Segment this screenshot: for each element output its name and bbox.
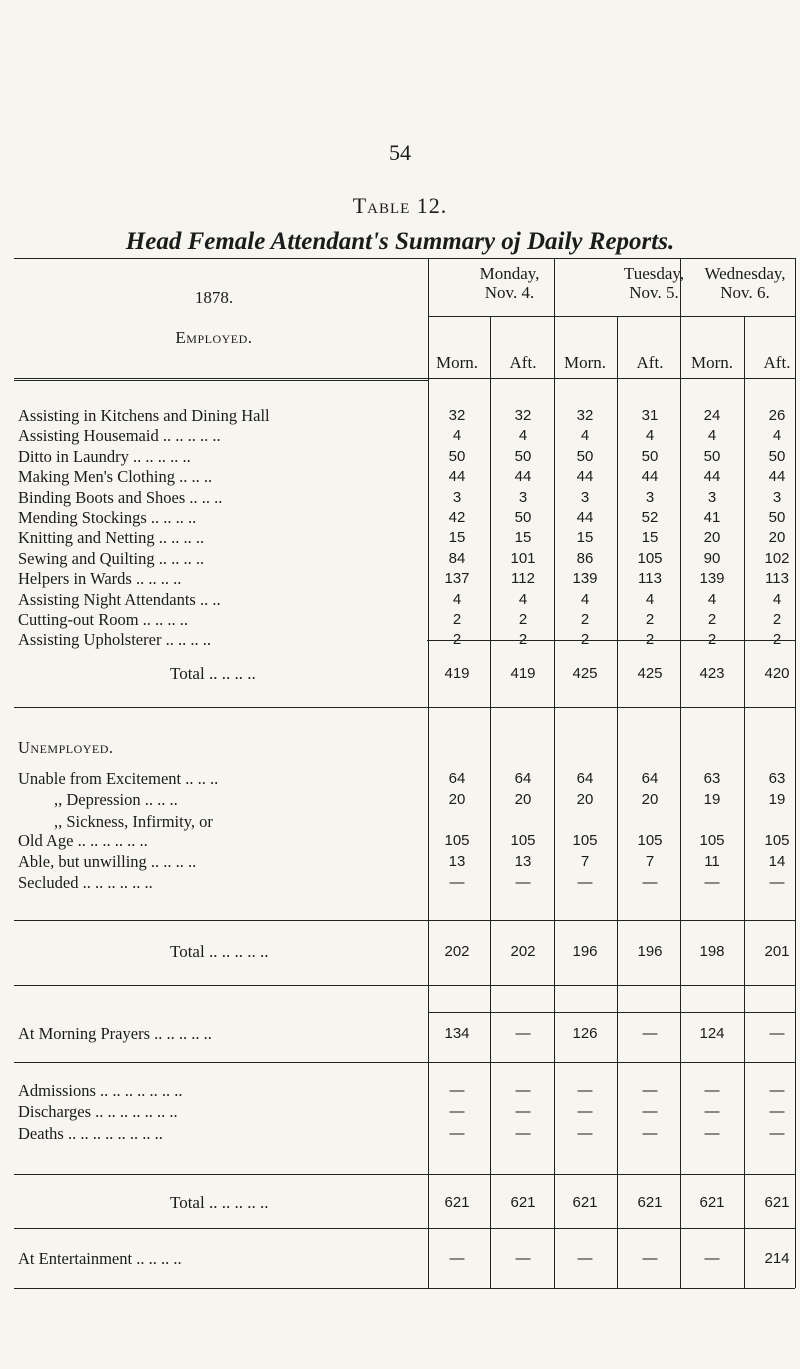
row-value: — <box>515 1250 531 1267</box>
unemployed-total-bottom-rule <box>14 985 795 986</box>
row-value: 44 <box>768 468 786 486</box>
unemployed-total-value: 202 <box>510 943 536 960</box>
row-value: 26 <box>768 407 786 424</box>
column-rule <box>554 258 555 1288</box>
row-value: — <box>769 1103 785 1120</box>
employed-row-label: Helpers in Wards .. .. .. .. <box>18 569 182 589</box>
day-header-tuesday-line1: Tuesday, <box>623 264 685 283</box>
row-value: 50 <box>641 447 659 465</box>
row-value: 32 <box>514 407 532 424</box>
row-value: — <box>642 1082 658 1099</box>
row-value: — <box>704 1125 720 1142</box>
row-value: 15 <box>576 529 594 547</box>
row-value: — <box>577 1250 593 1267</box>
row-value: 4 <box>645 427 655 445</box>
table-subtitle: Head Female Attendant's Summary oj Daily Reports. <box>125 228 675 255</box>
row-value: 4 <box>580 590 590 608</box>
column-rule <box>428 258 429 1288</box>
prayers-bottom-rule <box>14 1062 795 1063</box>
row-value: 4 <box>707 590 717 608</box>
row-value: 4 <box>645 590 655 608</box>
row-value: 124 <box>699 1025 725 1042</box>
unemployed-row-value: 20 <box>514 791 532 808</box>
row-value: — <box>769 1082 785 1099</box>
grand-total-value: 621 <box>699 1194 725 1211</box>
unemployed-row-value: — <box>449 874 465 891</box>
movement-row-label: Deaths .. .. .. .. .. .. .. .. <box>18 1124 163 1143</box>
grand-total-value: 621 <box>637 1194 663 1211</box>
employed-header: Employed. <box>175 328 253 347</box>
unemployed-row-value: 105 <box>444 832 470 849</box>
row-value: 2 <box>772 631 782 649</box>
row-value: 86 <box>576 549 594 567</box>
row-value: 44 <box>576 468 594 486</box>
unemployed-total-label: Total .. .. .. .. .. <box>170 942 269 961</box>
row-value: 44 <box>641 468 659 486</box>
employed-row-label: Knitting and Netting .. .. .. .. <box>18 528 205 548</box>
column-subheader: Morn. <box>435 353 479 372</box>
row-value: — <box>515 1025 531 1042</box>
employed-total-value: 419 <box>444 665 470 682</box>
employed-row-label: Cutting-out Room .. .. .. .. <box>18 610 189 629</box>
row-value: 41 <box>703 509 721 526</box>
column-subheader: Aft. <box>636 353 664 372</box>
unemployed-row-value: — <box>769 874 785 891</box>
unemployed-row-value: 14 <box>768 853 786 870</box>
row-value: 4 <box>452 590 462 608</box>
row-value: 50 <box>703 447 721 465</box>
row-value: 2 <box>518 611 528 628</box>
unemployed-row-value: 7 <box>580 853 590 870</box>
row-value: 90 <box>703 549 721 567</box>
column-subheader: Morn. <box>563 353 607 372</box>
row-value: 20 <box>768 529 786 547</box>
grand-total-bottom-rule <box>14 1228 795 1229</box>
unemployed-row-value: 20 <box>576 791 594 808</box>
row-value: 50 <box>448 447 466 465</box>
day-header-wednesday-line2: Nov. 6. <box>720 283 770 302</box>
row-value: 2 <box>707 611 717 628</box>
row-value: 134 <box>444 1025 470 1042</box>
row-value: — <box>704 1082 720 1099</box>
employed-total-top-rule <box>427 640 795 641</box>
unemployed-row-value: 64 <box>641 770 659 787</box>
row-value: — <box>449 1250 465 1267</box>
unemployed-row-label: Old Age .. .. .. .. .. .. <box>18 831 148 850</box>
row-value: 42 <box>448 509 466 526</box>
grand-total-value: 621 <box>572 1194 598 1211</box>
row-value: 15 <box>448 529 466 547</box>
row-value: 32 <box>576 407 594 424</box>
unemployed-row-value: 7 <box>645 853 655 870</box>
row-value: 2 <box>645 631 655 649</box>
day-header-rule <box>428 316 795 317</box>
grand-total-value: 621 <box>764 1194 790 1211</box>
column-subheader: Aft. <box>509 353 537 372</box>
unemployed-row-value: 20 <box>641 791 659 808</box>
row-value: 50 <box>768 509 786 526</box>
row-value: 44 <box>703 468 721 486</box>
row-value: 52 <box>641 509 659 526</box>
unemployed-section-title: Unemployed. <box>18 738 114 757</box>
row-value: 24 <box>703 407 721 424</box>
row-value: 4 <box>772 590 782 608</box>
page-number: 54 <box>389 140 411 165</box>
unemployed-total-top-rule <box>14 920 795 921</box>
row-value: 4 <box>707 427 717 445</box>
row-value: 50 <box>576 447 594 465</box>
row-value: 139 <box>699 570 725 588</box>
row-value: 32 <box>448 407 466 424</box>
row-value: 3 <box>645 488 655 506</box>
unemployed-row-value: 64 <box>576 770 594 787</box>
row-value: 44 <box>576 509 594 526</box>
row-value: 31 <box>641 407 659 424</box>
employed-total-label: Total .. .. .. .. <box>170 664 256 683</box>
row-value: 4 <box>518 427 528 445</box>
column-subheader: Morn. <box>690 353 734 372</box>
row-value: 3 <box>518 488 528 506</box>
row-value: — <box>515 1125 531 1142</box>
unemployed-total-value: 196 <box>572 943 598 960</box>
day-header-monday-line1: Monday, <box>479 264 540 283</box>
employed-row-label: Assisting Housemaid .. .. .. .. .. <box>18 426 221 446</box>
unemployed-total-value: 198 <box>699 943 725 960</box>
header-bottom-rule <box>14 378 795 379</box>
row-value: — <box>449 1082 465 1099</box>
employed-row-label: Assisting in Kitchens and Dining Hall <box>18 406 270 425</box>
unemployed-row-value: 64 <box>514 770 532 787</box>
unemployed-row-value: 19 <box>703 791 721 808</box>
row-value: 2 <box>452 611 462 628</box>
row-value: 50 <box>514 447 532 465</box>
row-value: — <box>769 1025 785 1042</box>
row-value: — <box>704 1250 720 1267</box>
column-rule <box>680 258 681 1288</box>
unemployed-row-value: 20 <box>448 791 466 808</box>
employed-total-value: 423 <box>699 665 725 682</box>
unemployed-row-value: — <box>704 874 720 891</box>
unemployed-row-value: 13 <box>448 853 466 870</box>
employed-row-label: Making Men's Clothing .. .. .. <box>18 467 213 487</box>
row-value: 4 <box>772 427 782 445</box>
unemployed-total-value: 201 <box>764 943 790 960</box>
table-bottom-rule <box>14 1288 795 1289</box>
year-header: 1878. <box>194 288 234 307</box>
row-value: 3 <box>772 488 782 506</box>
row-value: — <box>642 1103 658 1120</box>
row-value: 4 <box>518 590 528 608</box>
row-value: 15 <box>514 529 532 547</box>
row-value: 50 <box>514 509 532 526</box>
unemployed-row-value: 63 <box>703 770 721 787</box>
unemployed-row-value: — <box>642 874 658 891</box>
row-value: 44 <box>514 468 532 486</box>
prayers-top-rule <box>428 1012 795 1013</box>
column-rule <box>744 316 745 1288</box>
unemployed-row-value: 105 <box>699 832 725 849</box>
row-value: 101 <box>510 549 536 567</box>
unemployed-row-value: — <box>515 874 531 891</box>
grand-total-top-rule <box>14 1174 795 1175</box>
row-value: 2 <box>518 631 528 649</box>
day-header-wednesday-line1: Wednesday, <box>704 264 786 283</box>
unemployed-row-label: Secluded .. .. .. .. .. .. <box>18 873 153 892</box>
row-value: — <box>642 1250 658 1267</box>
row-value: 113 <box>765 570 789 588</box>
column-subheader: Aft. <box>763 353 791 372</box>
prayers-label: At Morning Prayers .. .. .. .. .. <box>18 1024 212 1043</box>
employed-row-label: Assisting Upholsterer .. .. .. .. <box>18 630 211 650</box>
row-value: 15 <box>641 529 659 547</box>
row-value: 126 <box>572 1025 598 1042</box>
grand-total-value: 621 <box>510 1194 536 1211</box>
employed-row-label: Mending Stockings .. .. .. .. <box>18 508 197 527</box>
row-value: 137 <box>444 570 470 588</box>
row-value: 4 <box>452 427 462 445</box>
row-value: 2 <box>645 611 655 628</box>
unemployed-row-label: Able, but unwilling .. .. .. .. <box>18 852 197 871</box>
row-value: 2 <box>580 631 590 649</box>
column-rule <box>490 316 491 1288</box>
unemployed-row-value: 19 <box>768 791 786 808</box>
row-value: 3 <box>707 488 717 506</box>
row-value: 2 <box>580 611 590 628</box>
row-value: 113 <box>638 570 662 588</box>
row-value: — <box>449 1125 465 1142</box>
employed-row-label: Sewing and Quilting .. .. .. .. <box>18 548 205 568</box>
unemployed-row-value: — <box>577 874 593 891</box>
unemployed-row-value: 105 <box>637 832 663 849</box>
unemployed-row-value: 105 <box>510 832 536 849</box>
employed-total-value: 425 <box>637 665 663 682</box>
employed-row-label: Ditto in Laundry .. .. .. .. .. <box>18 446 191 466</box>
unemployed-row-value: 63 <box>768 770 786 787</box>
day-header-wednesday <box>680 264 800 302</box>
row-value: 105 <box>637 549 663 567</box>
day-header-monday-line2: Nov. 4. <box>484 283 535 302</box>
row-value: — <box>577 1103 593 1120</box>
row-value: 3 <box>580 488 590 506</box>
row-value: — <box>642 1025 658 1042</box>
unemployed-total-value: 202 <box>444 943 470 960</box>
employed-total-value: 425 <box>572 665 598 682</box>
row-value: 84 <box>448 549 466 567</box>
unemployed-row-label: Unable from Excitement .. .. .. <box>18 769 219 788</box>
unemployed-row-value: 64 <box>448 770 466 787</box>
row-value: — <box>577 1082 593 1099</box>
row-value: 2 <box>452 631 462 649</box>
row-value: — <box>642 1125 658 1142</box>
unemployed-row-value: 11 <box>704 853 720 870</box>
entertainment-label: At Entertainment .. .. .. .. <box>18 1249 182 1268</box>
header-bottom-rule-double <box>14 380 428 381</box>
grand-total-label: Total .. .. .. .. .. <box>170 1193 269 1212</box>
unemployed-row-value: 13 <box>514 853 532 870</box>
employed-total-value: 419 <box>510 665 536 682</box>
unemployed-row-value: 105 <box>572 832 598 849</box>
row-value: — <box>577 1125 593 1142</box>
table-top-rule <box>14 258 795 259</box>
table-right-rule <box>795 258 796 1288</box>
row-value: — <box>515 1082 531 1099</box>
unemployed-row-value: 105 <box>764 832 790 849</box>
row-value: 214 <box>764 1250 790 1267</box>
movement-row-label: Discharges .. .. .. .. .. .. .. <box>18 1102 178 1121</box>
column-rule <box>617 316 618 1288</box>
movement-row-label: Admissions .. .. .. .. .. .. .. <box>18 1081 183 1100</box>
employed-total-bottom-rule <box>14 707 795 708</box>
row-value: 2 <box>707 631 717 649</box>
row-value: 112 <box>511 570 535 588</box>
row-value: — <box>704 1103 720 1120</box>
employed-row-label: Assisting Night Attendants .. .. <box>18 589 221 609</box>
row-value: 102 <box>764 549 790 567</box>
row-value: 139 <box>572 570 598 588</box>
unemployed-row-label: ,, Sickness, Infirmity, or <box>54 812 213 831</box>
row-value: — <box>515 1103 531 1120</box>
unemployed-row-label: ,, Depression .. .. .. <box>54 790 178 809</box>
table-title: Table 12. <box>352 193 448 218</box>
grand-total-value: 621 <box>444 1194 470 1211</box>
row-value: 2 <box>772 611 782 628</box>
row-value: 20 <box>703 529 721 547</box>
row-value: — <box>769 1125 785 1142</box>
row-value: 4 <box>580 427 590 445</box>
unemployed-total-value: 196 <box>637 943 663 960</box>
row-value: 44 <box>448 468 466 486</box>
row-value: — <box>449 1103 465 1120</box>
row-value: 3 <box>452 488 462 506</box>
employed-row-label: Binding Boots and Shoes .. .. .. <box>18 487 223 507</box>
row-value: 50 <box>768 447 786 465</box>
employed-total-value: 420 <box>764 665 790 682</box>
day-header-tuesday-line2: Nov. 5. <box>629 283 679 302</box>
